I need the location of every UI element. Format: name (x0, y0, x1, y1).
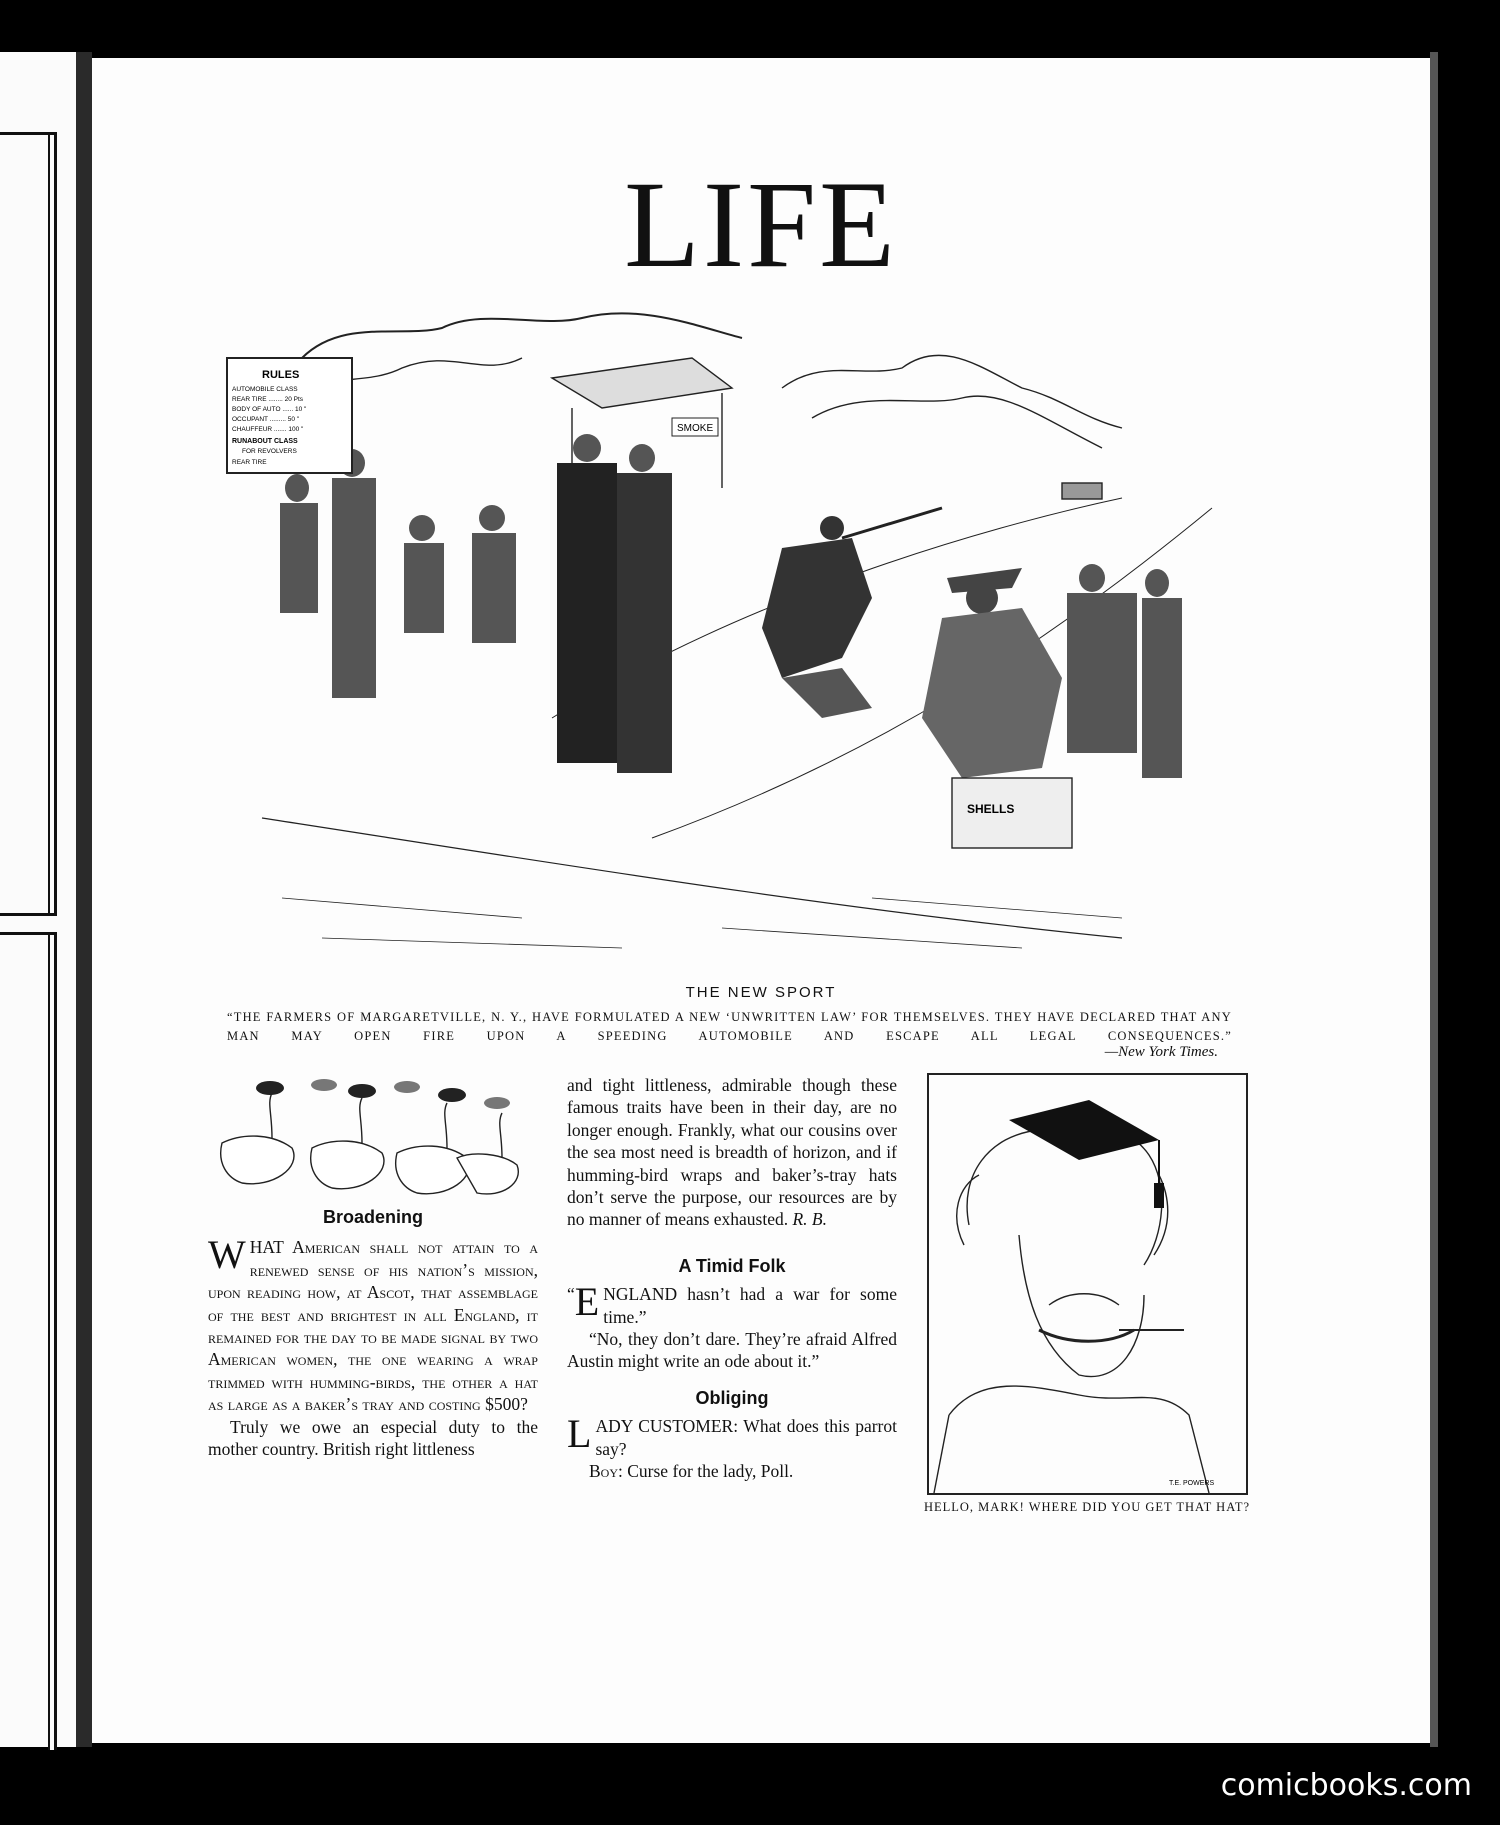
sign-rule-line: FOR REVOLVERS (242, 448, 297, 455)
shells-box-label: SHELLS (967, 802, 1015, 816)
sign-rule-line: OCCUPANT ......... 50 " (232, 416, 300, 423)
broadening-text-1: HAT American shall not attain to a renewed sense of his nation’s mission, upon reading how, at Ascot, that assemblage of the best and brightest in all England, it remained for the day to be made signal by two American women, the one wearing a wrap trimmed with humming-birds, the other a hat as large as a baker’s tray and costing $500? (208, 1237, 538, 1415)
obliging-dropcap: L (567, 1411, 592, 1457)
obliging-text-2: Curse for the lady, Poll. (627, 1461, 794, 1482)
sign-rule-line: AUTOMOBILE CLASS (232, 386, 298, 393)
broadening-title: Broadening (322, 1207, 423, 1227)
broadening-text-3: and tight littleness, admirable though these famous traits have been in their day, are no longer enough. Frankly, what our cousins over the sea most need is breadth of horizon, and if humming-bird wraps and baker’s-tray hats don’t serve the purpose, our resources are by no manner of means exhausted. (567, 1075, 897, 1230)
mark-twain-caricature (929, 1075, 1246, 1493)
left-page-edge (0, 52, 76, 1747)
broadening-signature: R. B. (792, 1209, 827, 1230)
timid-folk-paragraph-2: “No, they don’t dare. They’re afraid Alfred Austin might write an ode about it.” (567, 1329, 897, 1372)
timid-folk-text-1: NGLAND hasn’t had a war for some time.” (603, 1284, 897, 1327)
sign-rule-line: RUNABOUT CLASS (232, 438, 298, 445)
column-left (208, 1206, 538, 1460)
sign-smoke: SMOKE (677, 423, 714, 434)
sign-rule-line: REAR TIRE ........ 20 Pts (232, 396, 304, 403)
column-middle (567, 1074, 897, 1483)
left-page-frame-bottom (0, 932, 57, 1750)
timid-folk-paragraph-1 (567, 1279, 897, 1328)
portrait-artist-signature: T.E. POWERS (1169, 1480, 1215, 1487)
left-page-frame-top (0, 132, 57, 916)
obliging-speaker: Boy: (589, 1461, 623, 1482)
timid-folk-open-quote: “ (567, 1284, 575, 1305)
cartoon-caption-title: THE NEW SPORT (685, 984, 837, 1001)
broadening-paragraph-3 (567, 1074, 897, 1231)
watermark: comicbooks.com (1220, 1768, 1472, 1803)
obliging-paragraph-2 (567, 1460, 897, 1482)
broadening-paragraph-1 (208, 1232, 538, 1415)
sign-rule-line: CHAUFFEUR ....... 100 " (232, 426, 304, 433)
right-page-edge (1430, 52, 1438, 1747)
magazine-page (92, 58, 1430, 1743)
timid-folk-dropcap: E (574, 1279, 600, 1325)
cartoon-caption-source: —New York Times. (1104, 1044, 1218, 1060)
book-gutter (76, 52, 92, 1747)
cartoon-caption-quote: “THE FARMERS OF MARGARETVILLE, N. Y., HAVE FORMULATED A NEW ‘UNWRITTEN LAW’ FOR THEMSELVES. THEY HAVE DECLARED THAT ANY MAN MAY OPEN FIRE UPON A SPEEDING AUTOMOBILE AND ESCAPE ALL LEGAL CONSEQUENCES.” (227, 1010, 1232, 1043)
portrait-caption: HELLO, MARK! WHERE DID YOU GET THAT HAT? (923, 1500, 1251, 1514)
broadening-dropcap: W (208, 1232, 246, 1278)
sign-rules-title: RULES (262, 369, 300, 381)
timid-folk-title: A Timid Folk (678, 1255, 786, 1276)
obliging-text-1: ADY CUSTOMER: What does this parrot say? (595, 1416, 897, 1459)
new-sport-cartoon (222, 298, 1237, 970)
geese-illustration (212, 1073, 537, 1208)
obliging-paragraph-1 (567, 1411, 897, 1460)
sign-rule-line: BODY OF AUTO ...... 10 " (232, 406, 307, 413)
portrait-frame (927, 1073, 1248, 1495)
broadening-paragraph-2: Truly we owe an especial duty to the mother country. British right littleness (208, 1416, 538, 1460)
sign-rule-line: REAR TIRE (232, 459, 267, 466)
obliging-title: Obliging (695, 1387, 769, 1408)
masthead: LIFE (624, 156, 898, 293)
